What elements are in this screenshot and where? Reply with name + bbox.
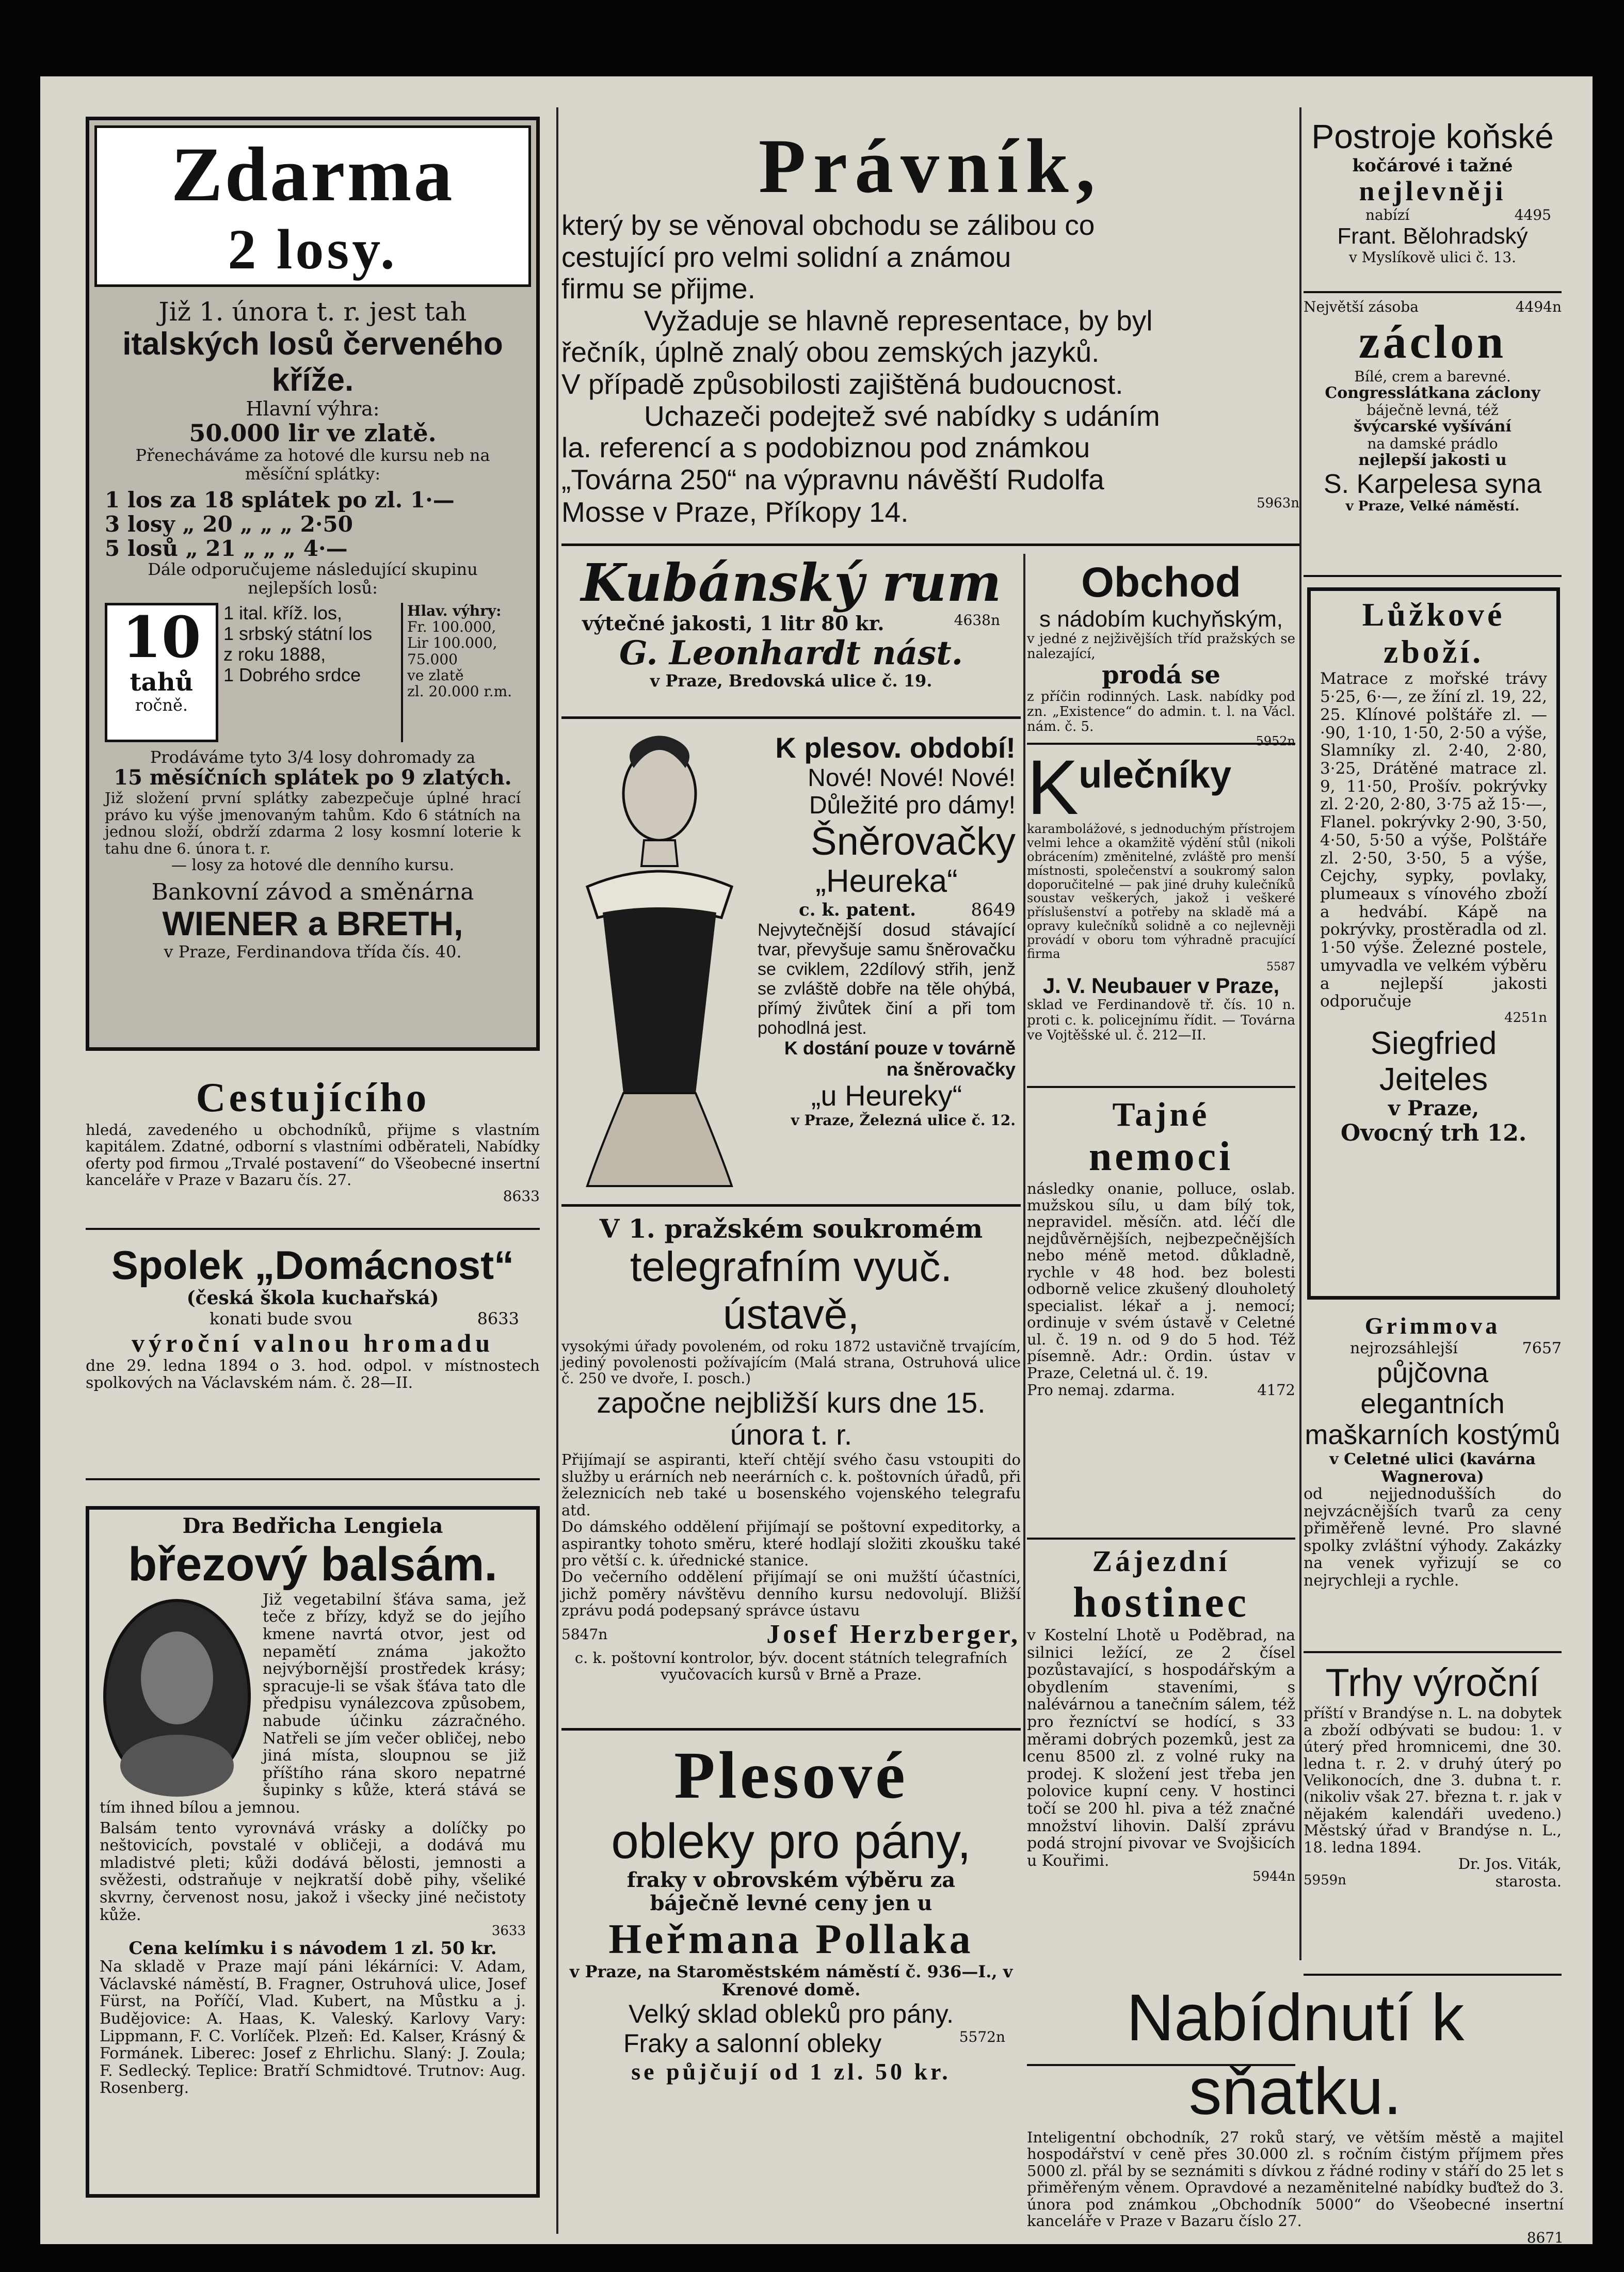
win-2: Lir 100.000, — [407, 634, 497, 652]
grimmova-line4: v Celetné ulici (kavárna Wagnerova) — [1329, 1450, 1536, 1486]
grimmova-line1: nejrozsáhlejší — [1350, 1339, 1458, 1357]
win-5: zl. 20.000 r.m. — [407, 683, 512, 700]
ad-spolek — [86, 1243, 540, 1480]
hostinec-body: v Kostelní Lhotě u Poděbrad, na silnici ležící, ze 2 čísel pozůstavající, s hospodářským a obydlením staveními, s nalévárnou a tanečním sálem, též pro řezníctví se hodící, s 33 měrami dobrých pozemků, jest za cenu 8500 zl. z volné ruky na prodej. K složení jest třeba jen polovice kupní ceny. V hostinci točí se 200 hl. piva a též značné množství lihovin. Další zprávu podá strojní pivovar ve Svojšicích u Kouřimi. — [1027, 1626, 1295, 1870]
zaclon-line2: Bílé, crem a barevné. — [1354, 368, 1511, 386]
pravnik-line2: cestující pro velmi solidní a známou — [561, 241, 1011, 273]
obchod-line2: prodá se — [1102, 661, 1220, 690]
postroje-line2: nejlevněji — [1359, 175, 1506, 206]
zdarma-row2: 3 losy „ 20 „ „ „ 2·50 — [105, 511, 353, 537]
zdarma-row3: 5 losů „ 21 „ „ „ 4·— — [105, 535, 348, 561]
win-3: 75.000 — [407, 650, 458, 668]
rum-title: Kubánský rum — [581, 552, 1002, 613]
plesove-addr: v Praze, na Staroměstském náměstí č. 936—I., v Krenové domě. — [569, 1961, 1013, 2000]
trhy-sign: Dr. Jos. Viták, — [1458, 1855, 1562, 1873]
grimmova-body: od nejjednodušších do nejvzácnějších tvarů za ceny přiměřeně levné. Pro slavné spolky zvláštní výhody. Zakázky na venek vyřizují se co nejrychleji a rychle. — [1304, 1485, 1562, 1590]
telegraf-title: telegrafním vyuč. ústavě, — [630, 1243, 953, 1338]
column-rule-3 — [1299, 107, 1301, 1960]
lot-4: 1 Dobrého srdce — [223, 664, 361, 686]
pravnik-line10: Mosse v Praze, Příkopy 14. — [561, 496, 909, 529]
zdarma-subtitle: 2 losy. — [228, 218, 398, 281]
spolek-line1: (česká škola kuchařská) — [186, 1287, 439, 1309]
zdarma-line4: 50.000 lir ve zlatě. — [189, 419, 437, 447]
luzkove-title: Lůžkové — [1362, 596, 1505, 633]
grimmova-num: 7657 — [1522, 1339, 1562, 1357]
postroje-num: 4495 — [1514, 206, 1551, 224]
cest-body: hledá, zavedeného u obchodníků, přijme s vlastním kapitálem. Zdatné, odborní s vlastními odběrateli, Nabídky oferty pod firmou „Trvalé postavení“ do Všeobecné insertní kanceláře v Praze v Bazaru čís. 27. — [86, 1121, 540, 1189]
balsam-line1: Dra Bedřicha Lengiela — [182, 1514, 443, 1538]
hostinec-num: 5944n — [1252, 1869, 1295, 1885]
zdarma-row1: 1 los za 18 splátek po zl. 1·— — [105, 487, 455, 513]
luzkove-firm: Siegfried Jeiteles — [1370, 1026, 1497, 1097]
lot-2: 1 srbský státní los — [223, 622, 373, 644]
zdarma-line2: italských losů červeného kříže. — [122, 326, 503, 398]
kulecniky-title: ulečníky — [1079, 753, 1232, 796]
lot-3: z roku 1888, — [223, 644, 326, 665]
obchod-num: 5952n — [1256, 734, 1295, 749]
telegraf-para1: Přijímají se aspiranti, kteří chtějí svého času vstoupiti do služby u erárních neb neerárních c. k. poštovních úřadů, při železnicích neb také u bosenského vojenského telegrafu atd. — [561, 1451, 1021, 1519]
zdarma-line6: Dále odporučujeme následující skupinu nejlepších losů: — [148, 559, 478, 598]
cest-num: 8633 — [503, 1188, 540, 1205]
plesove-title: Plesové — [674, 1738, 908, 1813]
spolek-num: 8633 — [477, 1308, 519, 1329]
ad-kulecniky — [1027, 744, 1295, 1088]
zaclon-title: záclon — [1358, 315, 1507, 368]
postroje-title: Postroje koňské — [1311, 117, 1554, 155]
plesove-firm: Heřmana Pollaka — [608, 1915, 974, 1962]
balsam-para3: Na skladě v Praze mají páni lékárníci: V. Adam, Václavské náměstí, B. Fragner, Ostruhová ulice, Josef Fürst, na Poříčí, Vlad. Kubert, na Můstku a j. Budějovice: A. Haas, K. Valeský. Karlovy Vary: Lippmann, F. C. Vorlíček. Plzeň: Ed. Kalser, Krásný & Formánek. Liberec: Josef z Ehrlichu. Slaný: J. Zoula; F. Sedlecký. Teplice: Bratří Schmidtové. Trutnov: Aug. Rosenberg. — [100, 1958, 526, 2098]
lot-1: 1 ital. kříž. los, — [223, 602, 343, 623]
tah-year: ročně. — [135, 695, 188, 715]
ad-pravnik — [561, 123, 1299, 546]
ad-balsam — [86, 1506, 540, 2198]
pravnik-title: Právník, — [758, 123, 1103, 209]
heureka-body: Nejvytečnější dosud stávající tvar, převyšuje samu šněrovačku se cviklem, 22dílový střih, jenž se zvláště dobře na těle ohýbá, přímý živůtek činí a při tom pohodlná jest. — [758, 920, 1016, 1038]
column-rule-2 — [1023, 554, 1025, 1762]
pravnik-line9: „Továrna 250“ na výpravnu návěští Rudolfa — [561, 463, 1104, 495]
heureka-line3: Důležité pro dámy! — [809, 792, 1016, 820]
kulecniky-num: 5587 — [1266, 960, 1295, 973]
bank-label: Bankovní závod a směnárna — [151, 878, 474, 905]
balsam-title: březový balsám. — [128, 1538, 497, 1591]
kulecniky-body: karambolážové, s jednoduchým přístrojem velmi lehce a okamžitě výdění stůl (nikoli obrácením) změnitelné, zvláště pro menší místnosti, společenství a soukromý salon doporučitelné — pak jiné druhy kulečníků soustav veškerých, jakož i veškeré příslušenství a potřeby na skladě má a opravy kulečníků solidně a co nejlevněji provádí v oboru tom výhradně pracující firma — [1027, 822, 1295, 961]
telegraf-line2: vysokými úřady povoleném, od roku 1872 ustavičně trvajícím, jediný povolenosti požívajícím (Malá strana, Ostruhová ulice č. 250 ve dvoře, I. posch.) — [561, 1337, 1021, 1387]
balsam-num: 3633 — [491, 1923, 526, 1939]
lots-list — [223, 603, 396, 742]
heureka-line4: K dostání pouze v továrně na šněrovačky — [784, 1037, 1016, 1080]
balsam-para2: Balsám tento vyrovnává vrásky a dolíčky po neštovicích, povstalé v obličeji, a dodává mu mladistvé pleti; kůži dodává bělosti, jemnosti a svěžesti, odstraňuje v nejkratší době pihy, všeliké skvrny, červenost nosu, jakož i všecky jiné nečistoty kůže. — [100, 1819, 526, 1924]
heureka-patent: c. k. patent. — [799, 899, 916, 920]
zdarma-line1: Již 1. února t. r. jest tah — [158, 297, 467, 327]
tah-number: 10 — [122, 603, 201, 670]
plesove-line6: se půjčují od 1 zl. 50 kr. — [631, 2058, 951, 2085]
nabidnuti-num: 8671 — [1526, 2229, 1564, 2246]
pravnik-num: 5963n — [1257, 495, 1299, 511]
telegraf-line3: započne nejbližší kurs dne 15. února t. r. — [597, 1386, 986, 1451]
pravnik-line7: Uchazeči podejtež své nabídky s udáním — [644, 399, 1160, 432]
rum-firm: G. Leonhardt nást. — [619, 634, 963, 673]
plesove-line5: Fraky a salonní obleky — [623, 2029, 882, 2058]
bank-addr: v Praze, Ferdinandova třída čís. 40. — [164, 941, 462, 962]
tajne-title: nemoci — [1088, 1133, 1234, 1179]
hostinec-line1: Zájezdní — [1092, 1544, 1230, 1578]
pravnik-line1: který by se věnoval obchodu se zálibou co — [561, 209, 1095, 241]
zaclon-num: 4494n — [1515, 298, 1562, 315]
obchod-title: Obchod — [1081, 559, 1241, 606]
ad-tajne — [1027, 1096, 1295, 1540]
win-1: Fr. 100.000, — [407, 618, 496, 635]
spolek-line3: výroční valnou hromadu — [131, 1328, 494, 1357]
zdarma-line7: Prodáváme tyto 3/4 losy dohromady za — [150, 747, 476, 767]
postroje-firm: Frant. Bělohradský — [1337, 223, 1528, 249]
corset-figure-image — [567, 732, 752, 1186]
zdarma-line10: — losy za hotové dle denního kursu. — [171, 856, 455, 875]
luzkove-title2: zboží. — [1383, 633, 1484, 670]
heureka-line2: Nové! Nové! Nové! — [808, 764, 1016, 792]
spolek-title: Spolek „Domácnost“ — [111, 1242, 514, 1288]
telegraf-line1: V 1. pražském soukromém — [599, 1213, 983, 1244]
zaclon-line7: nejlepší jakosti u — [1358, 451, 1507, 470]
balsam-para1: Již vegetabilní šťáva sama, jež teče z břízy, když se do jejího kmene navrtá otvor, jest od nepamětí známa jakožto nejvýbornější prostředek krásy; spracuje-li se však šťáva tato dle předpisu vynálezcova způsobem, nabude účinku zázračného. Natřeli se jím večer obličej, nebo jiná místa, sloupnou se již příštího rána skoro nepatrné šupinky s kůže, která stává se tím ihned bílou a jemnou. — [100, 1590, 526, 1817]
plesove-num: 5572n — [959, 2028, 1005, 2046]
heureka-name: „Heureka“ — [815, 863, 958, 900]
ad-postroje — [1304, 118, 1562, 293]
ad-zaclon — [1304, 298, 1562, 577]
postroje-line1: kočárové i tažné — [1352, 155, 1513, 176]
trhy-title: Trhy výroční — [1325, 1661, 1540, 1705]
ad-zdarma — [86, 117, 540, 1051]
ad-plesove — [561, 1738, 1021, 2203]
zaclon-addr: v Praze, Velké náměstí. — [1345, 499, 1520, 515]
pravnik-line4: Vyžaduje se hlavně representace, by byl — [644, 304, 1153, 337]
postroje-addr: v Myslíkově ulici č. 13. — [1348, 248, 1517, 266]
obchod-line1: s nádobím kuchyňským, — [1039, 606, 1283, 632]
tah-box — [105, 603, 218, 742]
rum-num: 4638n — [954, 612, 1000, 629]
luzkove-line2: v Praze, — [1388, 1096, 1480, 1121]
rum-addr: v Praze, Bredovská ulice č. 19. — [650, 670, 932, 691]
ad-luzkove — [1307, 587, 1560, 1300]
ad-trhy — [1304, 1661, 1562, 1976]
plesove-line3: báječně levné ceny jen u — [650, 1891, 932, 1915]
luzkove-line3: Ovocný trh 12. — [1340, 1119, 1527, 1146]
column-rule-1 — [556, 107, 558, 2234]
spolek-line2: konati bude svou — [210, 1308, 352, 1329]
trhy-role: starosta. — [1495, 1872, 1562, 1890]
heureka-line1: K plesov. období! — [775, 731, 1016, 764]
zaclon-line5: švýcarské vyšívání — [1354, 418, 1512, 436]
ad-telegraf — [561, 1214, 1021, 1731]
heureka-line5: „u Heureky“ — [811, 1079, 962, 1112]
ad-rum — [561, 554, 1021, 719]
zaclon-line6: na damské prádlo — [1367, 435, 1498, 452]
grimmova-line2: půjčovna elegantních — [1360, 1357, 1505, 1419]
pravnik-line3: firmu se přijme. — [561, 273, 755, 305]
grimmova-line3: maškarních kostýmů — [1305, 1419, 1561, 1451]
zaclon-firm: S. Karpelesa syna — [1323, 469, 1542, 499]
zdarma-line9: Již složení první splátky zabezpečuje úplné hrací právo ku výše jmenovaným tahům. Kdo 6 státních na jednou složí, obdrží zdarma 2 losy kosmní loterie k tahu dne 6. února t. r. — [105, 789, 521, 857]
tah-word: tahů — [130, 667, 194, 697]
kulecniky-initial: K — [1027, 744, 1079, 830]
bank-firm: WIENER a BRETH, — [162, 904, 463, 942]
wins-list — [401, 603, 521, 742]
pravnik-line5: řečník, úplně znalý obou zemských jazyků. — [561, 336, 1100, 369]
obchod-body2: z příčin rodinných. Lask. nabídky pod zn. „Existence“ do admin. t. l. na Václ. nám. č. 5. — [1027, 689, 1295, 735]
nabidnuti-body: Inteligentní obchodník, 27 roků starý, ve větším městě a majitel hospodářství v ceně přes 30.000 zl. s ročním čistým příjmem přes 5000 zl. přál by se seznámiti s dívkou z řádné rodiny v stáří do 25 let s přiměřeným věnem. Opravdové a nezaměnitelné nabídky buďtež do 3. února pod známkou „Obchodník 5000“ do Všeobecné insertní kanceláře v Praze v Bazaru číslo 27. — [1027, 2128, 1564, 2230]
rum-line1: výtečné jakosti, 1 litr 80 kr. — [582, 612, 885, 635]
zdarma-line5: Přenecháváme za hotové dle kursu neb na měsíční splátky: — [135, 445, 490, 484]
heureka-addr: v Praze, Železná ulice č. 12. — [791, 1111, 1016, 1129]
plesove-line2: fraky v obrovském výběru za — [626, 1868, 956, 1893]
spolek-line4: dne 29. ledna 1894 o 3. hod. odpol. v místnostech spolkových na Václavském nám. č. 28—II. — [86, 1356, 540, 1393]
pravnik-line8: la. referencí a s podobiznou pod známkou — [561, 431, 1090, 464]
zdarma-line8: 15 měsíčních splátek po 9 zlatých. — [114, 765, 512, 790]
plesove-line1: obleky pro pány, — [611, 1813, 971, 1869]
heureka-title: Šněrovačky — [810, 820, 1016, 864]
grimmova-title: Grimmova — [1364, 1313, 1501, 1339]
ad-grimmova — [1304, 1313, 1562, 1653]
telegraf-num: 5847n — [561, 1625, 608, 1643]
zaclon-line3: Congresslátkana záclony — [1325, 384, 1540, 403]
telegraf-para2: Do dámského oddělení přijímají se poštovní expeditorky, a aspirantky tohoto směru, které hodlají složiti zkoušku také pro větší c. k. úřednické stanice. — [561, 1518, 1021, 1569]
telegraf-line4: c. k. poštovní kontrolor, býv. docent státních telegrafních vyučovacích kursů v Brně a Praze. — [574, 1649, 1008, 1684]
balsam-price: Cena kelímku i s návodem 1 zl. 50 kr. — [128, 1938, 497, 1959]
win-4: ve zlatě — [407, 666, 464, 684]
telegraf-para3: Do večerního oddělení přijímají se oni mužští účastníci, jichž poměry návštěvu denního kursu nedovolují. Bližší zprávu podá podepsaný správce ústavu — [561, 1568, 1021, 1620]
heureka-num: 8649 — [971, 899, 1016, 920]
zaclon-line4: báječně levná, též — [1366, 401, 1499, 419]
newspaper-page — [40, 76, 1593, 2244]
wins-head: Hlav. výhry: — [407, 602, 502, 619]
ad-cestujiciho — [86, 1075, 540, 1230]
zdarma-line3: Hlavní výhra: — [246, 397, 380, 421]
obchod-body: v jedné z nejživějších tříd pražských se nalezající, — [1027, 631, 1295, 662]
tajne-line1: Tajné — [1112, 1096, 1210, 1133]
trhy-num: 5959n — [1304, 1872, 1346, 1888]
ad-nabidnuti — [1027, 1981, 1564, 2246]
luzkove-body: Matrace z mořské trávy 5·25, 6·—, ze žíní zl. 19, 22, 25. Klínové polštáře zl. —·90, 1·10, 1·50, 2·50 a výše, Slamníky zl. 2·40, 2·80, 3·25, Drátěné matrace zl. 9, 11·50, Prošív. pokrývky zl. 2·20, 2·80, 3·75 až 15·—, Flanel. pokrývky 2·90, 3·50, 4·50, 5·50 a výše, Polštáře zl. 2·50, 3·50, 5 a výše, Cejchy, sypky, povlaky, plumeaux s vínového zboží a hedvábí. Kápě na pokrývky, prostěradla od zl. 1·50 výše. Železné postele, umyvadla ve velkém výběru a nejlepší jakosti odporučuje — [1320, 669, 1547, 1011]
zdarma-title: Zdarma — [171, 132, 455, 217]
kulecniky-addr: sklad ve Ferdinandově tř. čís. 10 n. proti c. k. policejnímu řídit. — Továrna ve Vojtěšské ul. č. 212—II. — [1027, 997, 1295, 1043]
cest-title: Cestujícího — [196, 1075, 430, 1121]
plesove-line4: Velký sklad obleků pro pány. — [628, 1999, 954, 2029]
telegraf-name: Josef Herzberger, — [766, 1619, 1021, 1649]
luzkove-num: 4251n — [1504, 1010, 1547, 1026]
ad-heureka — [561, 727, 1021, 1207]
tajne-num: 4172 — [1257, 1381, 1295, 1399]
zaclon-line1: Největší zásoba — [1304, 298, 1419, 315]
hostinec-title: hostinec — [1073, 1578, 1249, 1626]
balsam-portrait-image — [100, 1595, 254, 1797]
trhy-body: příští v Brandýse n. L. na dobytek a zboží odbývati se budou: 1. v úterý před hromnicemi, dne 30. ledna t. r. 2. v druhý úterý po Velikonocích, dne 3. dubna t. r. (nikoliv však 27. března t. r. jak v nějakém kalendáři uvedeno.) Městský úřad v Brandýse n. L., 18. ledna 1894. — [1304, 1704, 1562, 1856]
nabidnuti-title: Nabídnutí k sňatku. — [1126, 1981, 1465, 2129]
ad-obchod — [1027, 559, 1295, 749]
tajne-body: následky onanie, polluce, oslab. mužskou sílu, u dam bílý tok, nepravidel. měsíčn. atd. léčí dle nejdůvěrnějších, nejbezpečnějších nebo méně metod. důkladně, rychle v 48 hod. bez bolesti odborně velice zkušený dlouholetý specialist. lékař a j. nemocí; ordinuje v svém ústavě v Celetné ul. č. 19 n. od 9 do 5 hod. Též písemně. Adr.: Ordin. ústav v Praze, Celetná ul. č. 19. — [1027, 1179, 1295, 1382]
postroje-line3: nabízí — [1365, 206, 1410, 224]
kulecniky-firm: J. V. Neubauer v Praze, — [1042, 973, 1280, 998]
pravnik-line6: V případě způsobilosti zajištěná budoucnost. — [561, 367, 1123, 400]
tajne-line2: Pro nemaj. zdarma. — [1027, 1381, 1176, 1399]
